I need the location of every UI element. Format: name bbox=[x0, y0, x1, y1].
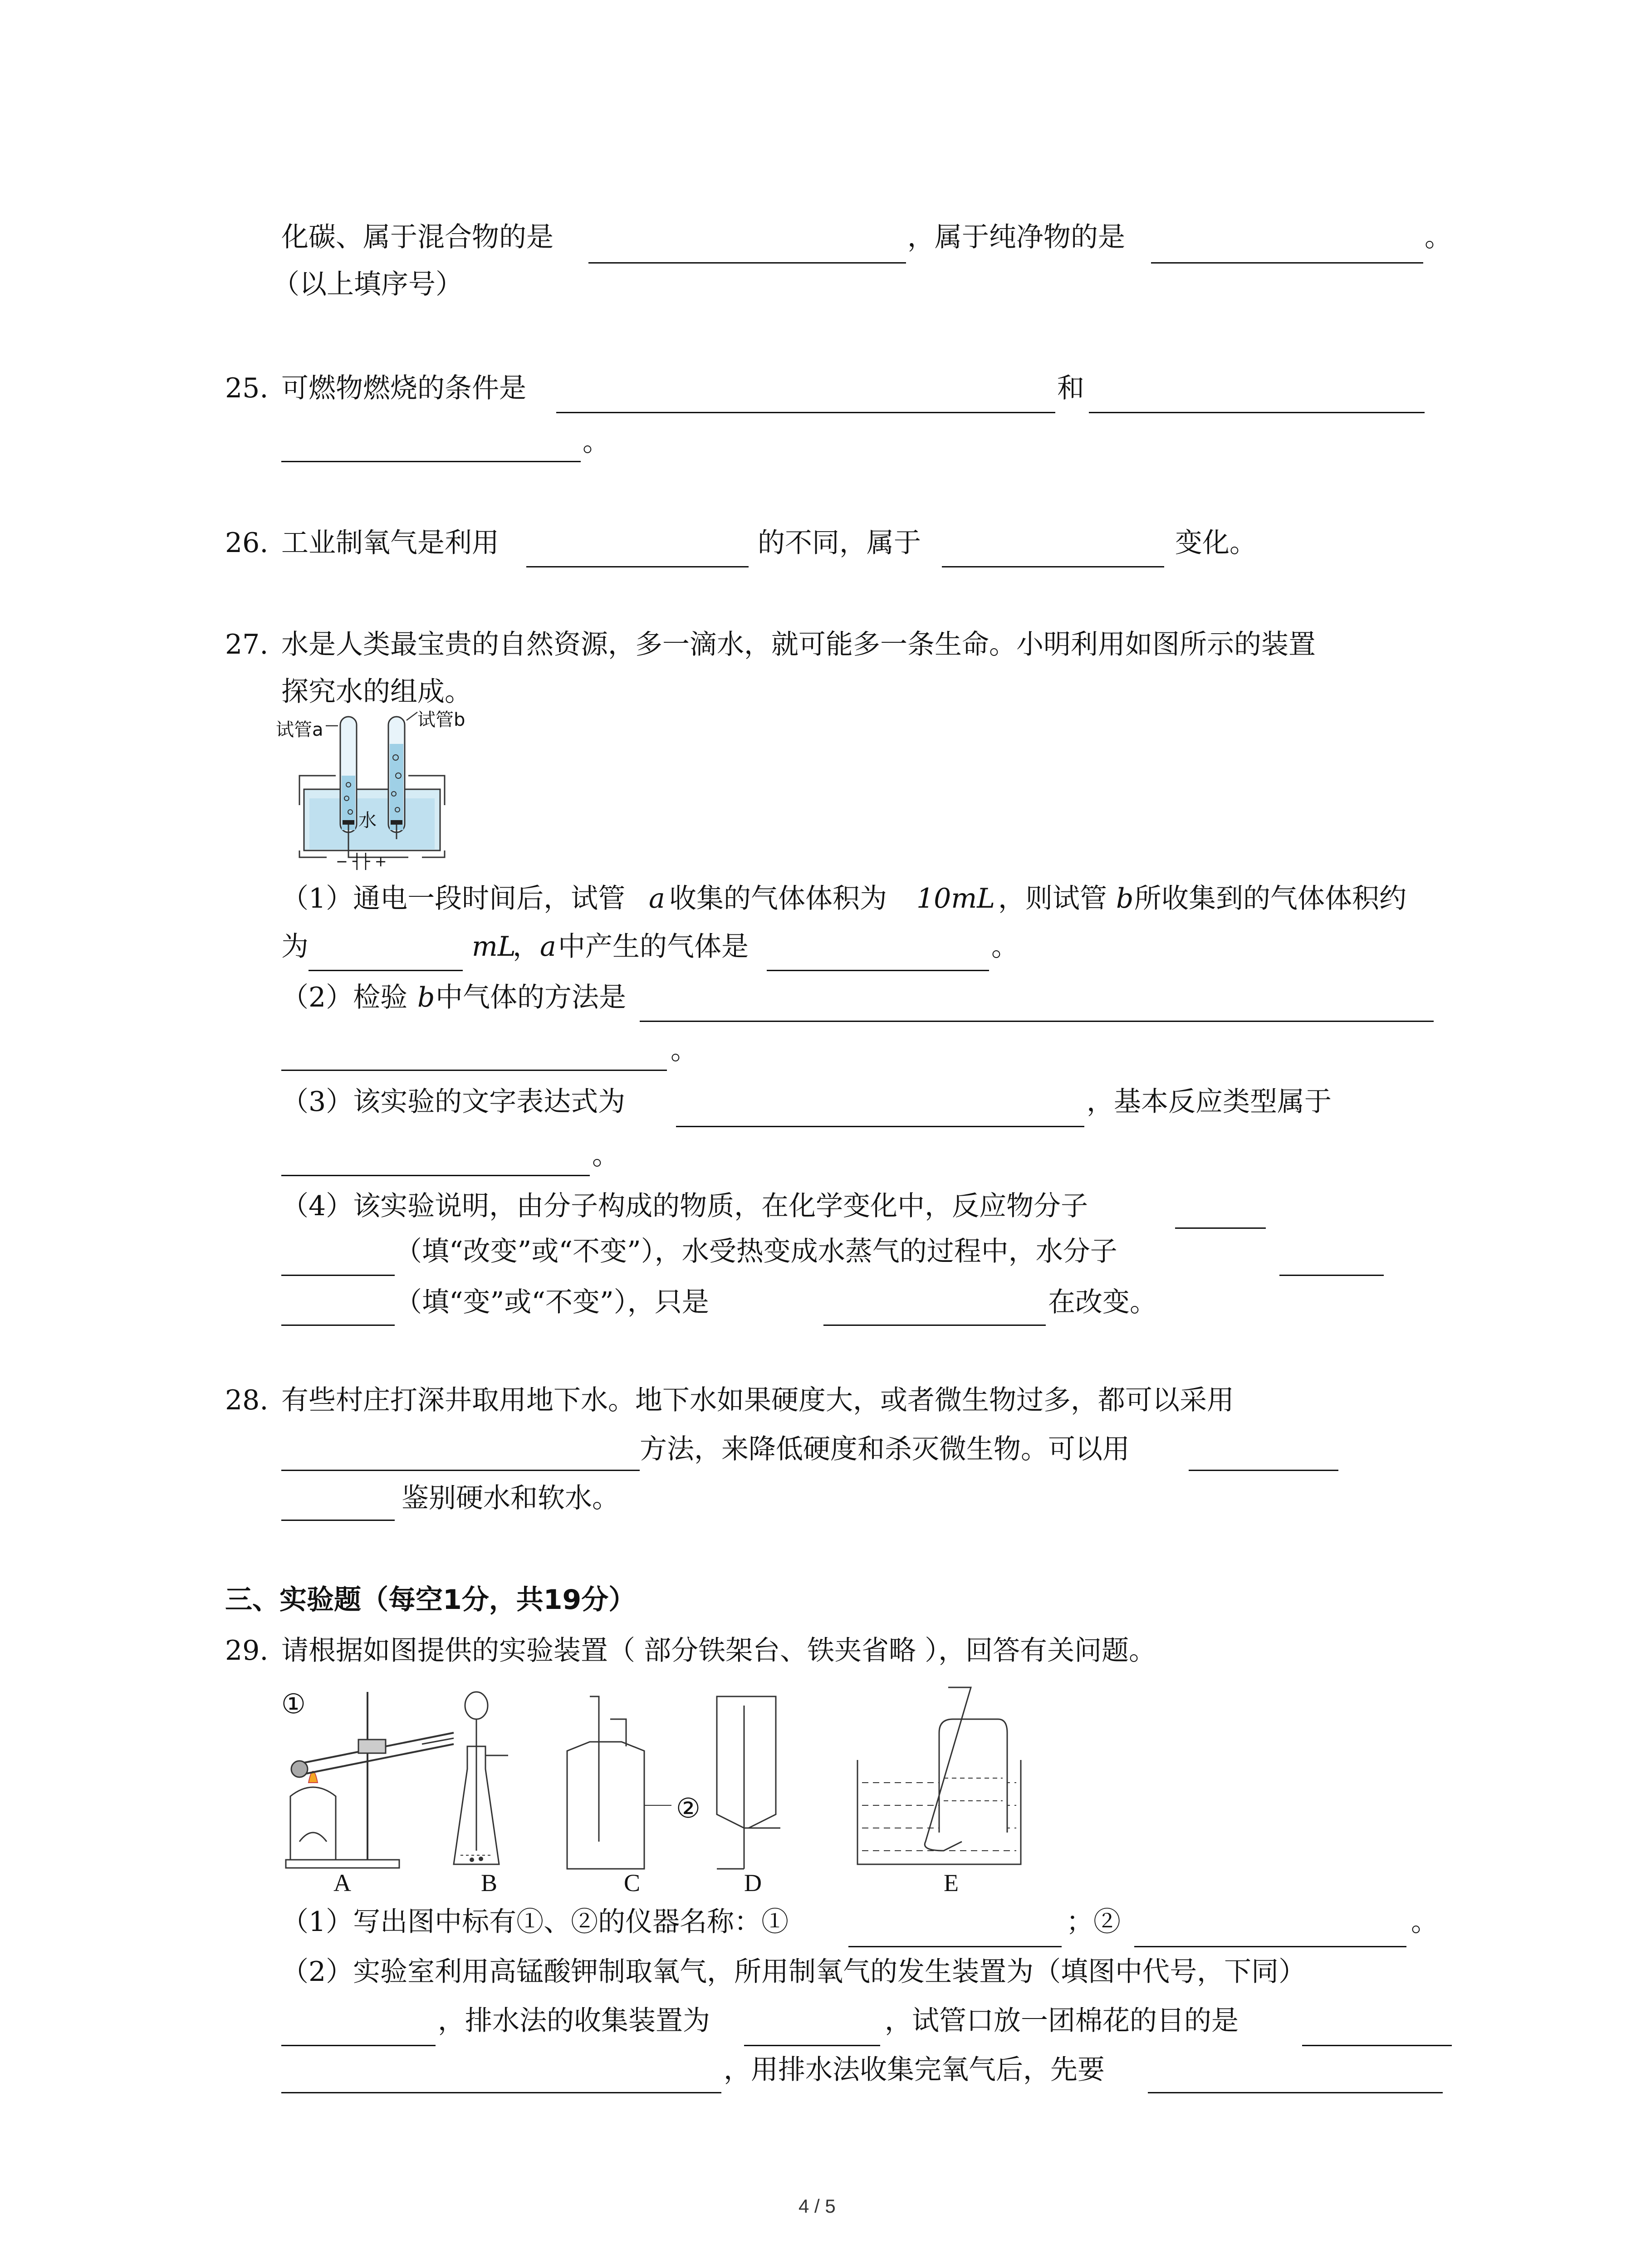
q26-blank-2[interactable] bbox=[942, 566, 1164, 567]
q27-s4-d: 在改变。 bbox=[1048, 1286, 1157, 1318]
fig-label-battery: − ┤├ + bbox=[336, 853, 387, 870]
q27-s1-end: 。 bbox=[991, 931, 1019, 963]
q27-s1-a: （1）通电一段时间后，试管 bbox=[281, 883, 626, 914]
q29-s2-a: （2）实验室利用高锰酸钾制取氧气，所用制氧气的发生装置为（填图中代号，下同） bbox=[281, 1956, 1306, 1988]
q29-s2-b: ，排水法的收集装置为 bbox=[438, 2005, 710, 2037]
q26-blank-1[interactable] bbox=[526, 566, 749, 567]
apparatus-label-e: E bbox=[944, 1869, 959, 1897]
apparatus-a bbox=[286, 1692, 454, 1868]
q27-s2-a: （2）检验 bbox=[281, 982, 408, 1013]
q27-s1-line2-b: ， bbox=[513, 931, 540, 963]
q29-s2-c: ，试管口放一团棉花的目的是 bbox=[885, 2005, 1239, 2037]
q28-blank-method[interactable] bbox=[281, 1470, 640, 1471]
q24-line1-b: ，属于纯净物的是 bbox=[907, 221, 1125, 253]
q27-s1-var-a: a bbox=[649, 883, 665, 914]
q27-s1-c: ，则试管 bbox=[998, 883, 1107, 914]
marker-1: ① bbox=[281, 1688, 306, 1720]
q27-intro-1: 水是人类最宝贵的自然资源，多一滴水，就可能多一条生命。小明利用如图所示的装置 bbox=[281, 629, 1316, 660]
marker-2: ② bbox=[676, 1793, 700, 1824]
apparatus-e bbox=[857, 1687, 1021, 1864]
q26-number: 26. bbox=[225, 527, 269, 559]
q28-number: 28. bbox=[225, 1384, 269, 1416]
q29-blank-instrument-2[interactable] bbox=[1134, 1946, 1406, 1947]
q27-s2-end: 。 bbox=[671, 1034, 698, 1066]
q27-number: 27. bbox=[225, 629, 269, 660]
q27-intro-2: 探究水的组成。 bbox=[281, 676, 472, 708]
q27-s4-b: （填“改变”或“不变”），水受热变成水蒸气的过程中，水分子 bbox=[395, 1236, 1117, 1267]
q29-s1-b: ；② bbox=[1066, 1906, 1121, 1938]
q28-blank-reagent-2[interactable] bbox=[281, 1520, 395, 1521]
page-number: 4 / 5 bbox=[798, 2195, 836, 2217]
q27-s1-b: 收集的气体体积为 bbox=[669, 883, 887, 914]
q27-blank-reaction-type[interactable] bbox=[281, 1175, 590, 1176]
q27-blank-gas-a[interactable] bbox=[767, 970, 989, 971]
q27-s1-line2-c: 中产生的气体是 bbox=[558, 931, 749, 963]
q29-s2-d: ，用排水法收集完氧气后，先要 bbox=[724, 2054, 1105, 2086]
apparatus-label-d: D bbox=[744, 1869, 762, 1897]
q27-s4-c: （填“变”或“不变”），只是 bbox=[395, 1286, 709, 1318]
q27-s3-b: ，基本反应类型属于 bbox=[1087, 1086, 1332, 1118]
q25-number: 25. bbox=[225, 372, 269, 404]
q24-line1-a: 化碳、属于混合物的是 bbox=[281, 221, 554, 253]
q27-blank-water-molecule-2[interactable] bbox=[281, 1325, 395, 1326]
apparatus-c bbox=[567, 1696, 671, 1869]
q29-s1-a: （1）写出图中标有①、②的仪器名称：① bbox=[281, 1906, 789, 1938]
q25-end: 。 bbox=[583, 426, 610, 458]
q24-line1-end: 。 bbox=[1425, 221, 1452, 253]
q27-blank-water-molecule-1[interactable] bbox=[1279, 1275, 1384, 1276]
apparatus-label-c: C bbox=[624, 1869, 641, 1897]
q28-text-b: 方法，来降低硬度和杀灭微生物。可以用 bbox=[640, 1433, 1130, 1465]
q27-s4-a: （4）该实验说明，由分子构成的物质，在化学变化中，反应物分子 bbox=[281, 1190, 1088, 1222]
q28-text-a: 有些村庄打深井取用地下水。地下水如果硬度大，或者微生物过多，都可以采用 bbox=[281, 1384, 1234, 1416]
q29-blank-generator[interactable] bbox=[281, 2045, 436, 2046]
q27-s1-d: 所收集到的气体体积约 bbox=[1134, 883, 1406, 914]
q27-blank-test-method-2[interactable] bbox=[281, 1070, 667, 1071]
q29-number: 29. bbox=[225, 1635, 269, 1667]
q27-s1-var-b: b bbox=[1116, 883, 1134, 914]
q27-s2-b: 中气体的方法是 bbox=[436, 982, 626, 1013]
q27-blank-molecule-2[interactable] bbox=[281, 1275, 395, 1276]
electrode-b bbox=[391, 820, 402, 825]
section-3-title: 三、实验题（每空1分，共19分） bbox=[225, 1584, 636, 1616]
q29-blank-cotton-purpose-2[interactable] bbox=[281, 2092, 721, 2093]
apparatus-b bbox=[454, 1692, 508, 1864]
q26-text-c: 变化。 bbox=[1175, 527, 1257, 559]
q29-blank-first-step[interactable] bbox=[1148, 2092, 1443, 2093]
q29-s1-end: 。 bbox=[1411, 1906, 1438, 1938]
q29-intro: 请根据如图提供的实验装置（ 部分铁架台、铁夹省略 ），回答有关问题。 bbox=[281, 1635, 1156, 1667]
q28-text-c: 鉴别硬水和软水。 bbox=[402, 1482, 619, 1514]
q27-blank-test-method-1[interactable] bbox=[640, 1021, 1434, 1022]
q27-s1-line2-var: a bbox=[540, 931, 556, 963]
q27-s2-var: b bbox=[417, 982, 435, 1013]
q27-s1-unit: mL bbox=[472, 931, 516, 963]
q25-text: 可燃物燃烧的条件是 bbox=[281, 372, 526, 404]
apparatus-label-b: B bbox=[481, 1869, 498, 1897]
q29-blank-instrument-1[interactable] bbox=[848, 1946, 1062, 1947]
q25-blank-1[interactable] bbox=[556, 412, 1055, 413]
q24-blank-mixture[interactable] bbox=[588, 262, 906, 264]
q28-blank-reagent-1[interactable] bbox=[1189, 1470, 1338, 1471]
q27-s3-a: （3）该实验的文字表达式为 bbox=[281, 1086, 626, 1118]
q27-s3-end: 。 bbox=[592, 1139, 619, 1171]
q26-text-b: 的不同，属于 bbox=[758, 527, 921, 559]
q27-blank-equation[interactable] bbox=[676, 1126, 1084, 1127]
apparatus-label-a: A bbox=[333, 1869, 351, 1897]
q29-blank-cotton-purpose-1[interactable] bbox=[1302, 2045, 1452, 2046]
q25-blank-2[interactable] bbox=[1089, 412, 1425, 413]
fig-label-tube-a: 试管a bbox=[276, 719, 323, 740]
q27-blank-molecule-1[interactable] bbox=[1175, 1227, 1266, 1229]
q24-line2: （以上填序号） bbox=[272, 269, 463, 300]
fig-label-tube-b: 试管b bbox=[417, 709, 465, 730]
q27-s1-line2-a: 为 bbox=[281, 931, 309, 963]
fig-label-water: 水 bbox=[358, 810, 377, 831]
q24-blank-pure[interactable] bbox=[1151, 262, 1423, 264]
apparatus-figure bbox=[272, 1678, 1053, 1892]
electrode-a bbox=[343, 820, 354, 825]
q26-text-a: 工业制氧气是利用 bbox=[281, 527, 499, 559]
q25-blank-3[interactable] bbox=[281, 461, 581, 462]
q25-and: 和 bbox=[1057, 372, 1084, 404]
q29-blank-collector[interactable] bbox=[744, 2045, 880, 2046]
apparatus-d bbox=[717, 1696, 780, 1869]
q27-blank-spacing[interactable] bbox=[823, 1325, 1046, 1326]
tube-b-water bbox=[390, 744, 403, 830]
q27-s1-value: 10mL bbox=[916, 883, 995, 914]
q27-blank-volume[interactable] bbox=[309, 970, 463, 971]
